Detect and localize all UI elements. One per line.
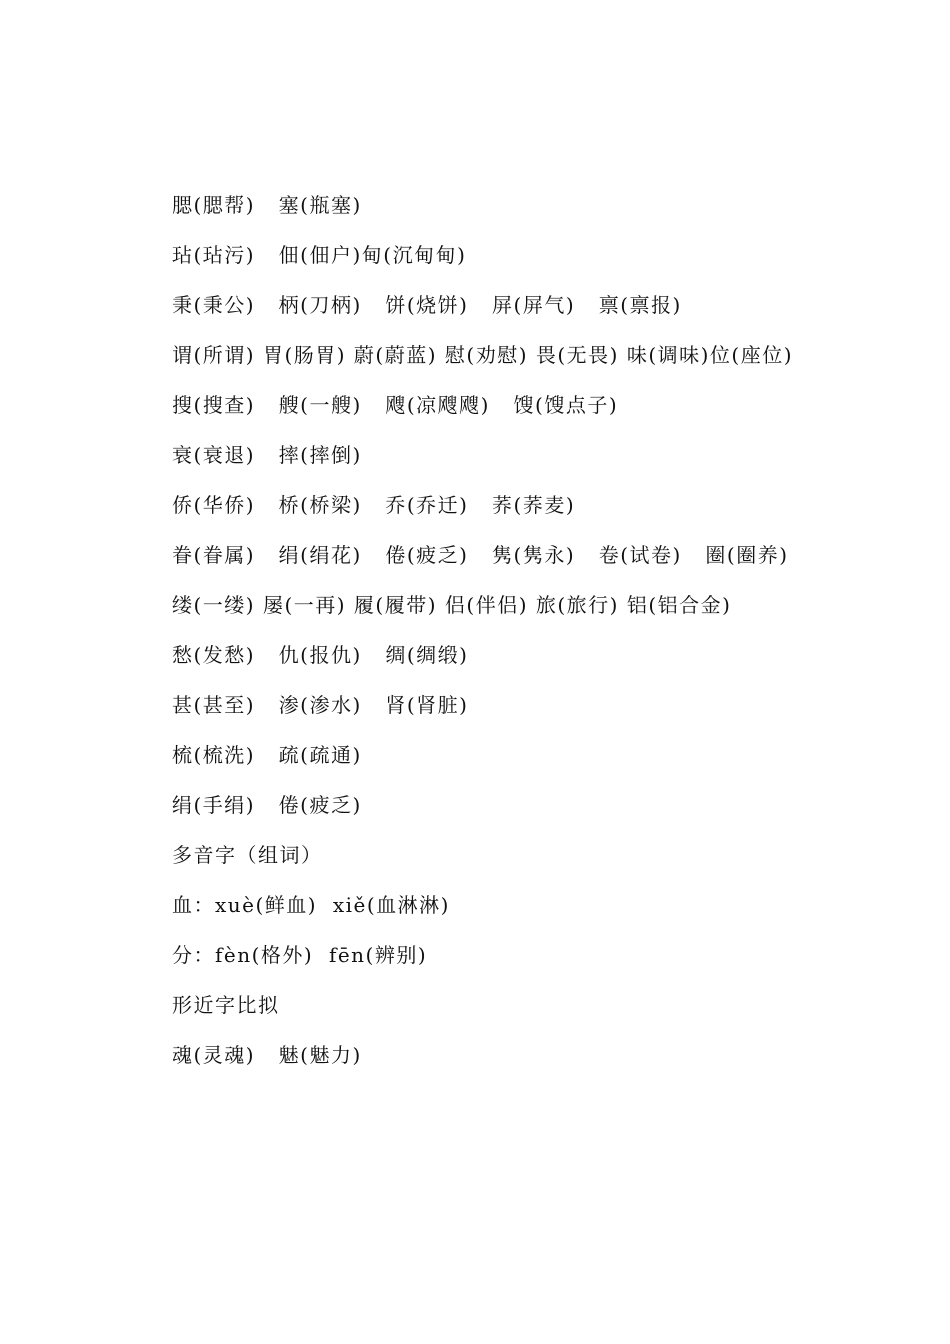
- text-line: 血：xuè(鲜血) xiě(血淋淋): [172, 893, 450, 917]
- text-line: 搜(搜查) 艘(一艘) 飕(凉飕飕) 馊(馊点子): [172, 393, 619, 417]
- document-body: [128, 180, 830, 1080]
- text-line: 秉(秉公) 柄(刀柄) 饼(烧饼) 屏(屏气) 禀(禀报): [172, 293, 682, 317]
- text-line: 腮(腮帮) 塞(瓶塞): [172, 193, 362, 217]
- text-line: 愁(发愁) 仇(报仇) 绸(绸缎): [172, 643, 469, 667]
- text-line: 梳(梳洗) 疏(疏通): [172, 743, 362, 767]
- text-line: 分：fèn(格外) fēn(辨别): [172, 943, 428, 967]
- text-line: 绢(手绢) 倦(疲乏): [172, 793, 362, 817]
- text-line: 衰(衰退) 摔(摔倒): [172, 443, 362, 467]
- text-line: 侨(华侨) 桥(桥梁) 乔(乔迁) 荞(荞麦): [172, 493, 576, 517]
- text-line: 魂(灵魂) 魅(魅力): [172, 1043, 362, 1067]
- section-heading: 形近字比拟: [172, 993, 280, 1017]
- text-line: 缕(一缕) 屡(一再) 履(履带) 侣(伴侣) 旅(旅行) 铝(铝合金): [172, 593, 732, 617]
- text-line: 甚(甚至) 渗(渗水) 肾(肾脏): [172, 693, 469, 717]
- section-heading: 多音字（组词）: [172, 843, 323, 867]
- text-line: 玷(玷污) 佃(佃户)甸(沉甸甸): [172, 243, 467, 267]
- text-line: 眷(眷属) 绢(绢花) 倦(疲乏) 隽(隽永) 卷(试卷) 圈(圈养): [172, 543, 789, 567]
- text-line: 谓(所谓) 胃(肠胃) 蔚(蔚蓝) 慰(劝慰) 畏(无畏) 味(调味)位(座位): [172, 343, 794, 367]
